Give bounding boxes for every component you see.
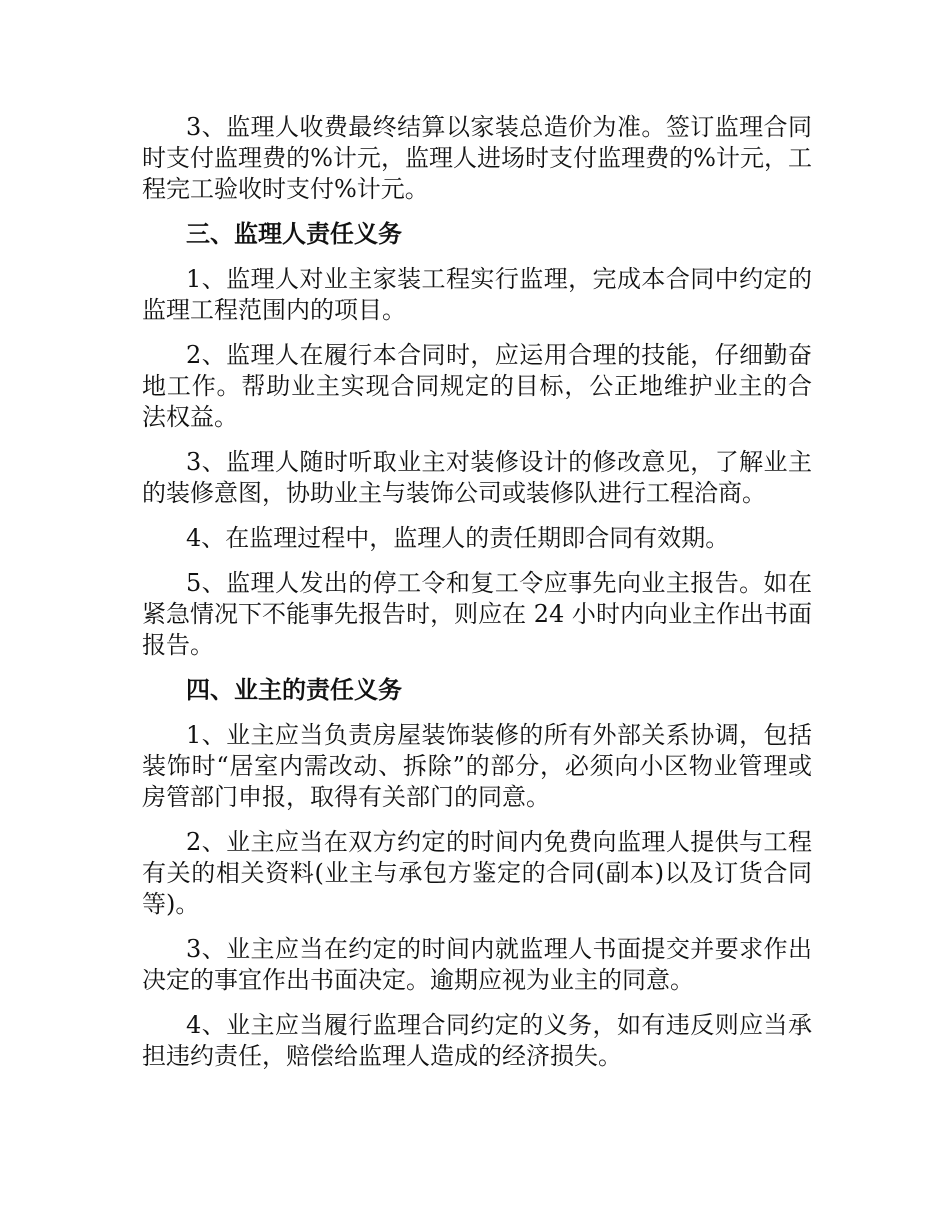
- owner-duty-2: 2、业主应当在双方约定的时间内免费向监理人提供与工程有关的相关资料(业主与承包方鉴定的合同(副本)以及订货合同等)。: [142, 828, 812, 918]
- supervisor-duty-2: 2、监理人在履行本合同时，应运用合理的技能，仔细勤奋地工作。帮助业主实现合同规定的目标，公正地维护业主的合法权益。: [142, 341, 812, 431]
- section-heading-owner-duties: 四、业主的责任义务: [186, 676, 402, 704]
- supervisor-duty-4: 4、在监理过程中，监理人的责任期即合同有效期。: [186, 524, 730, 552]
- owner-duty-1: 1、业主应当负责房屋装饰装修的所有外部关系协调，包括装饰时“居室内需改动、拆除”的部分，必须向小区物业管理或房管部门申报，取得有关部门的同意。: [142, 721, 812, 811]
- document-page: [142, 112, 812, 1086]
- section-heading-supervisor-duties: 三、监理人责任义务: [186, 220, 402, 248]
- fee-settlement-paragraph: 3、监理人收费最终结算以家装总造价为准。签订监理合同时支付监理费的%计元，监理人进场时支付监理费的%计元，工程完工验收时支付%计元。: [142, 113, 812, 203]
- supervisor-duty-3: 3、监理人随时听取业主对装修设计的修改意见，了解业主的装修意图，协助业主与装饰公司或装修队进行工程洽商。: [142, 448, 812, 507]
- supervisor-duty-5: 5、监理人发出的停工令和复工令应事先向业主报告。如在紧急情况下不能事先报告时，则应在 24 小时内向业主作出书面报告。: [142, 569, 812, 659]
- owner-duty-4: 4、业主应当履行监理合同约定的义务，如有违反则应当承担违约责任，赔偿给监理人造成的经济损失。: [142, 1011, 812, 1070]
- owner-duty-3: 3、业主应当在约定的时间内就监理人书面提交并要求作出决定的事宜作出书面决定。逾期应视为业主的同意。: [142, 935, 812, 994]
- supervisor-duty-1: 1、监理人对业主家装工程实行监理，完成本合同中约定的监理工程范围内的项目。: [142, 265, 812, 324]
